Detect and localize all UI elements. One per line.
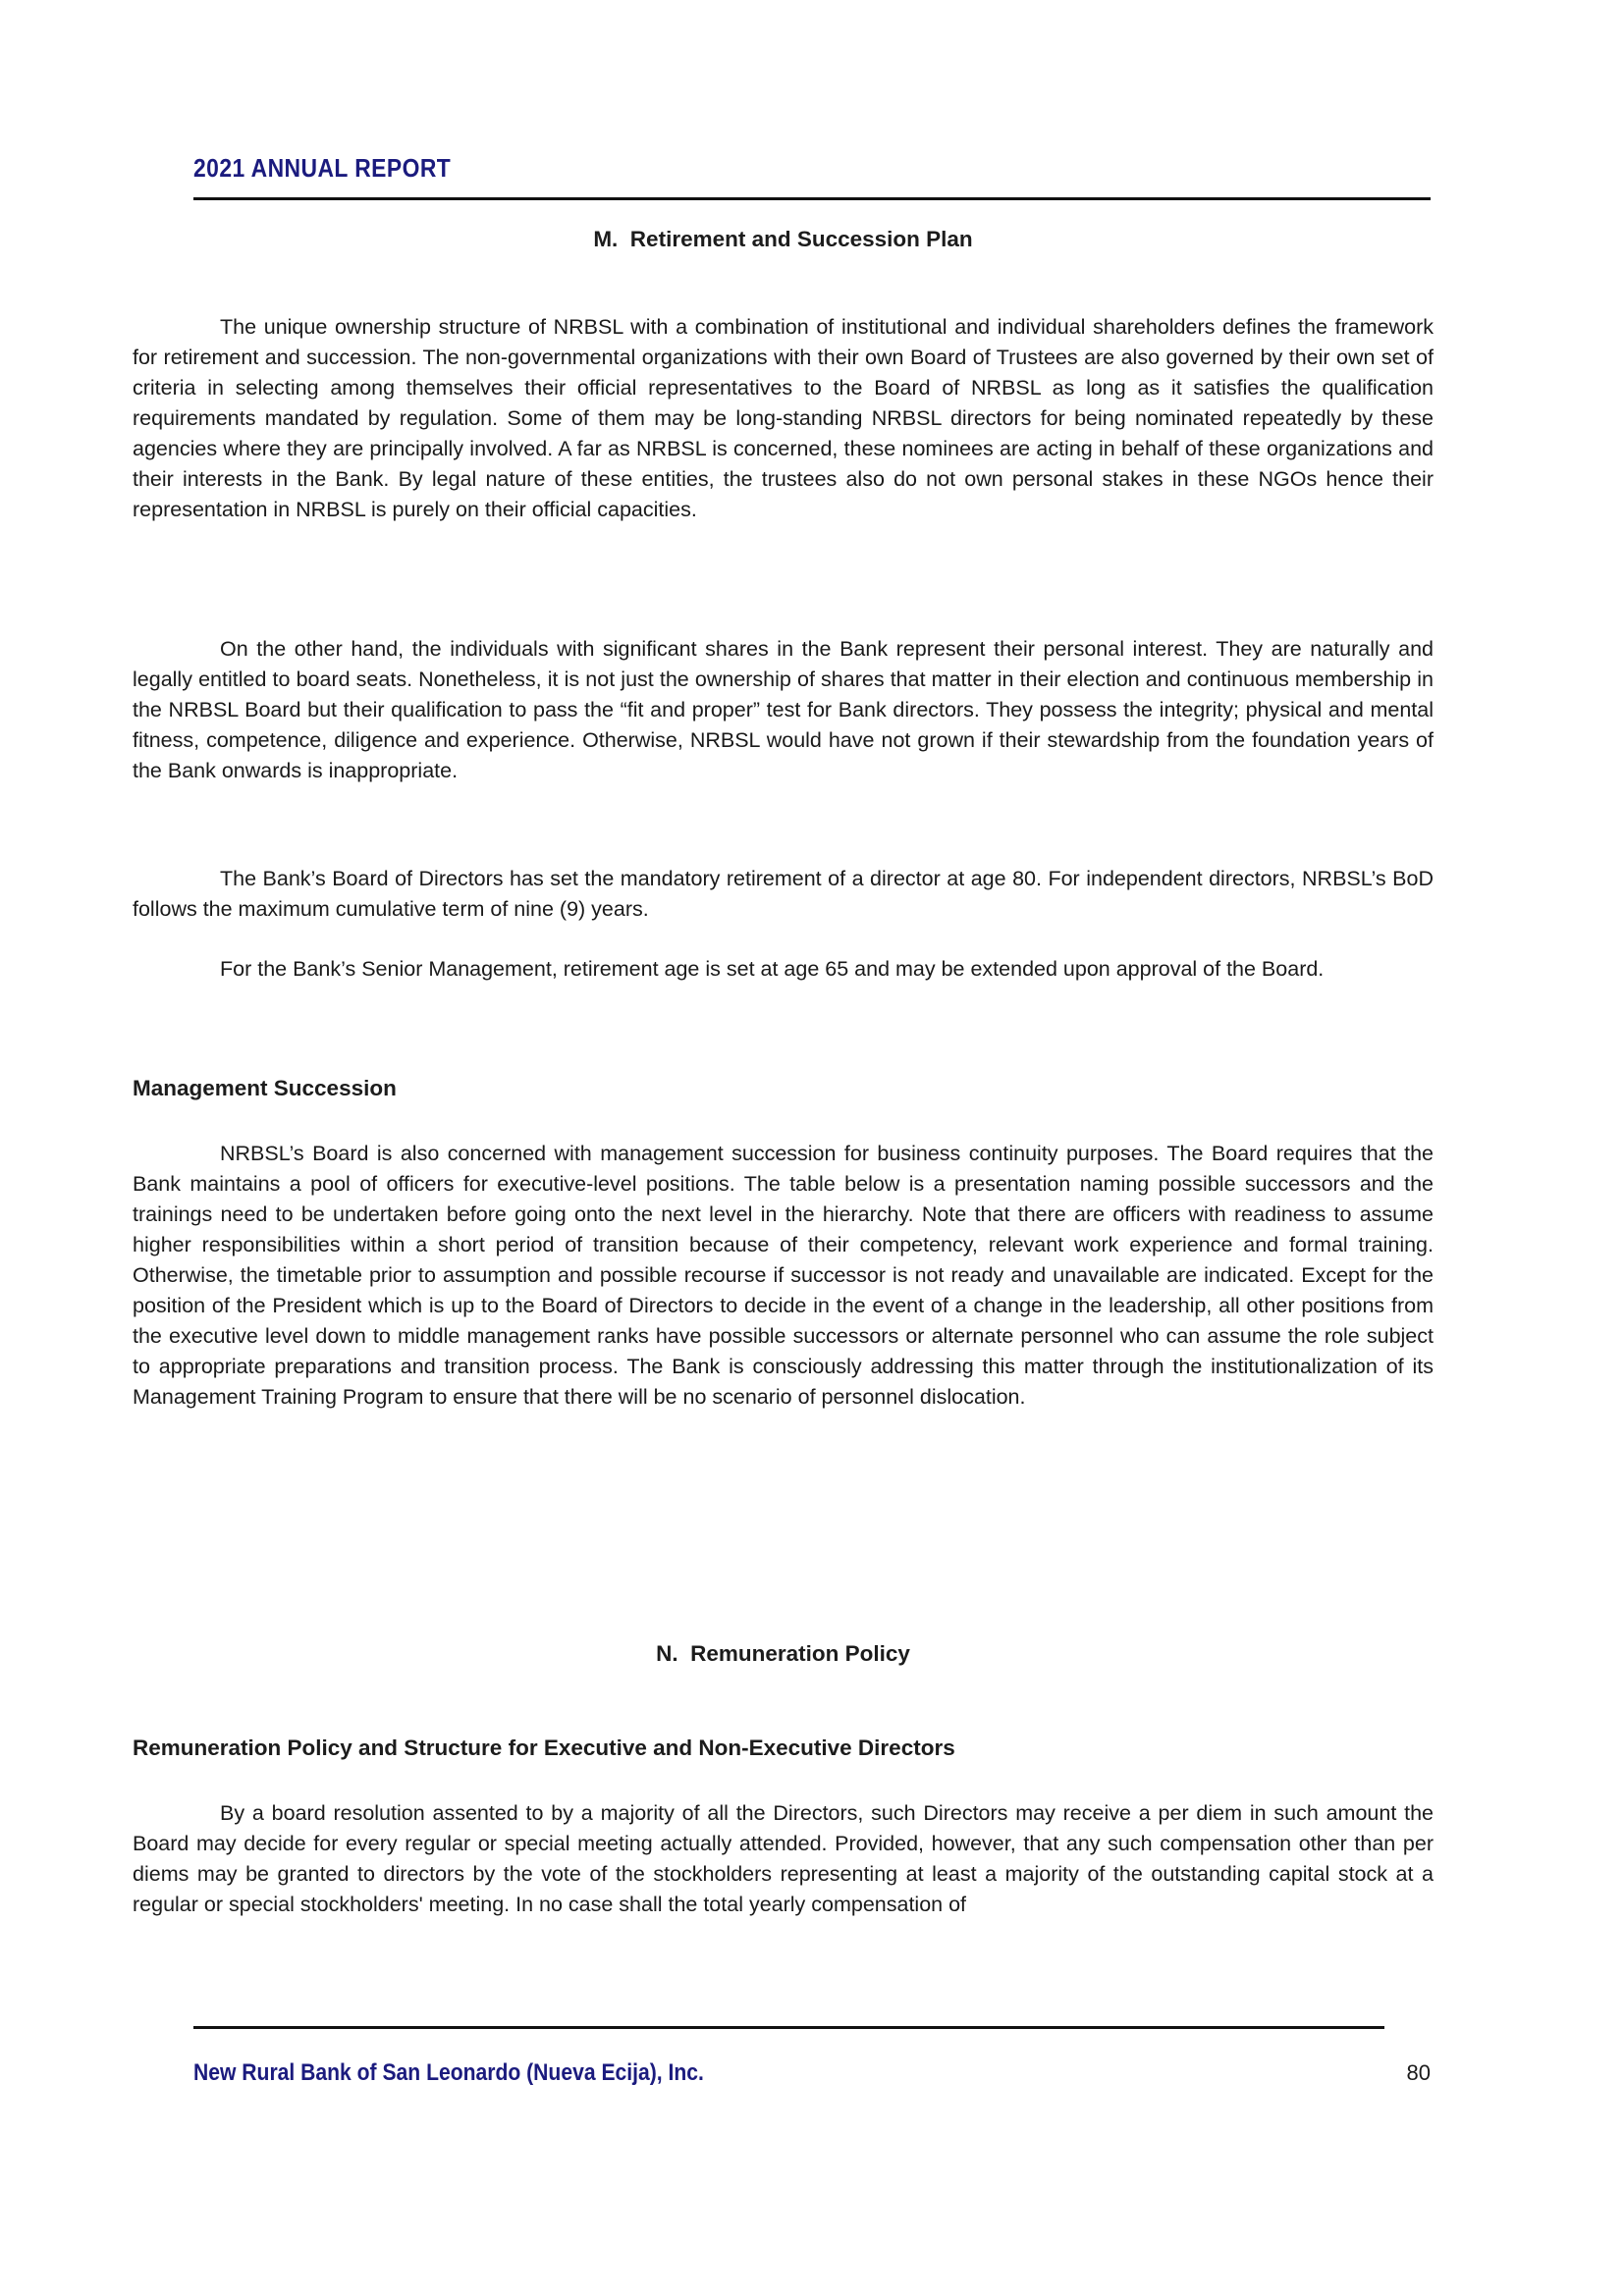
paragraph-board-resolution: By a board resolution assented to by a majority of all the Directors, such Directors may receive a per diem in such amount the Board may decide for every regular or special meeting actually attended. Provided, however, that any such compensation other than per diems may be granted to directors by the vote of the stockholders representing at least a majority of the outstanding capital stock at a regular or special stockholders' meeting. In no case shall the total yearly compensation of — [133, 1801, 1434, 1916]
report-header-title: 2021 ANNUAL REPORT — [193, 153, 452, 183]
remuneration-policy-subheading: Remuneration Policy and Structure for Executive and Non-Executive Directors — [133, 1735, 955, 1760]
management-succession-heading: Management Succession — [133, 1076, 397, 1100]
header-rule — [193, 197, 1431, 200]
paragraph-mandatory-retirement: The Bank’s Board of Directors has set the mandatory retirement of a director at age 80. For independent directors, NRBSL’s BoD follows the maximum cumulative term of nine (9) years. — [133, 867, 1434, 921]
footer-page-number: 80 — [1406, 2060, 1431, 2085]
paragraph-management-succession: NRBSL’s Board is also concerned with management succession for business continuity purposes. The Board requires that the Bank maintains a pool of officers for executive-level positions. The table below is a presentation naming possible successors and the trainings need to be undertaken before going onto the next level in the hierarchy. Note that there are officers with readiness to assume higher responsibilities within a short period of transition because of their competency, relevant work experience and formal training. Otherwise, the timetable prior to assumption and possible recourse if successor is not ready and unavailable are indicated. Except for the position of the President which is up to the Board of Directors to decide in the event of a change in the leadership, all other positions from the executive level down to middle management ranks have possible successors or alternate personnel who can assume the role subject to appropriate preparations and transition process. The Bank is consciously addressing this matter through the institutionalization of its Management Training Program to ensure that there will be no scenario of personnel dislocation. — [133, 1142, 1434, 1409]
section-m-title: M. Retirement and Succession Plan — [593, 227, 973, 251]
footer-rule — [193, 2026, 1384, 2029]
paragraph-senior-management-retirement: For the Bank’s Senior Management, retirement age is set at age 65 and may be extended upon approval of the Board. — [220, 957, 1325, 981]
footer-bank-name: New Rural Bank of San Leonardo (Nueva Ecija), Inc. — [193, 2059, 704, 2086]
paragraph-individual-shareholders: On the other hand, the individuals with significant shares in the Bank represent their personal interest. They are naturally and legally entitled to board seats. Nonetheless, it is not just the ownership of shares that matter in their election and continuous membership in the NRBSL Board but their qualification to pass the “fit and proper” test for Bank directors. They possess the integrity; physical and mental fitness, competence, diligence and experience. Otherwise, NRBSL would have not grown if their stewardship from the foundation years of the Bank onwards is inappropriate. — [133, 637, 1434, 782]
footer — [193, 2059, 1431, 2087]
section-n-title: N. Remuneration Policy — [656, 1641, 910, 1666]
paragraph-ownership-structure: The unique ownership structure of NRBSL with a combination of institutional and individual shareholders defines the framework for retirement and succession. The non-governmental organizations with their own Board of Trustees are also governed by their own set of criteria in selecting among themselves their official representatives to the Board of NRBSL as long as it satisfies the qualification requirements mandated by regulation. Some of them may be long-standing NRBSL directors for being nominated repeatedly by these agencies where they are principally involved. A far as NRBSL is concerned, these nominees are acting in behalf of these organizations and their interests in the Bank. By legal nature of these entities, the trustees also do not own personal stakes in these NGOs hence their representation in NRBSL is purely on their official capacities. — [133, 315, 1434, 521]
